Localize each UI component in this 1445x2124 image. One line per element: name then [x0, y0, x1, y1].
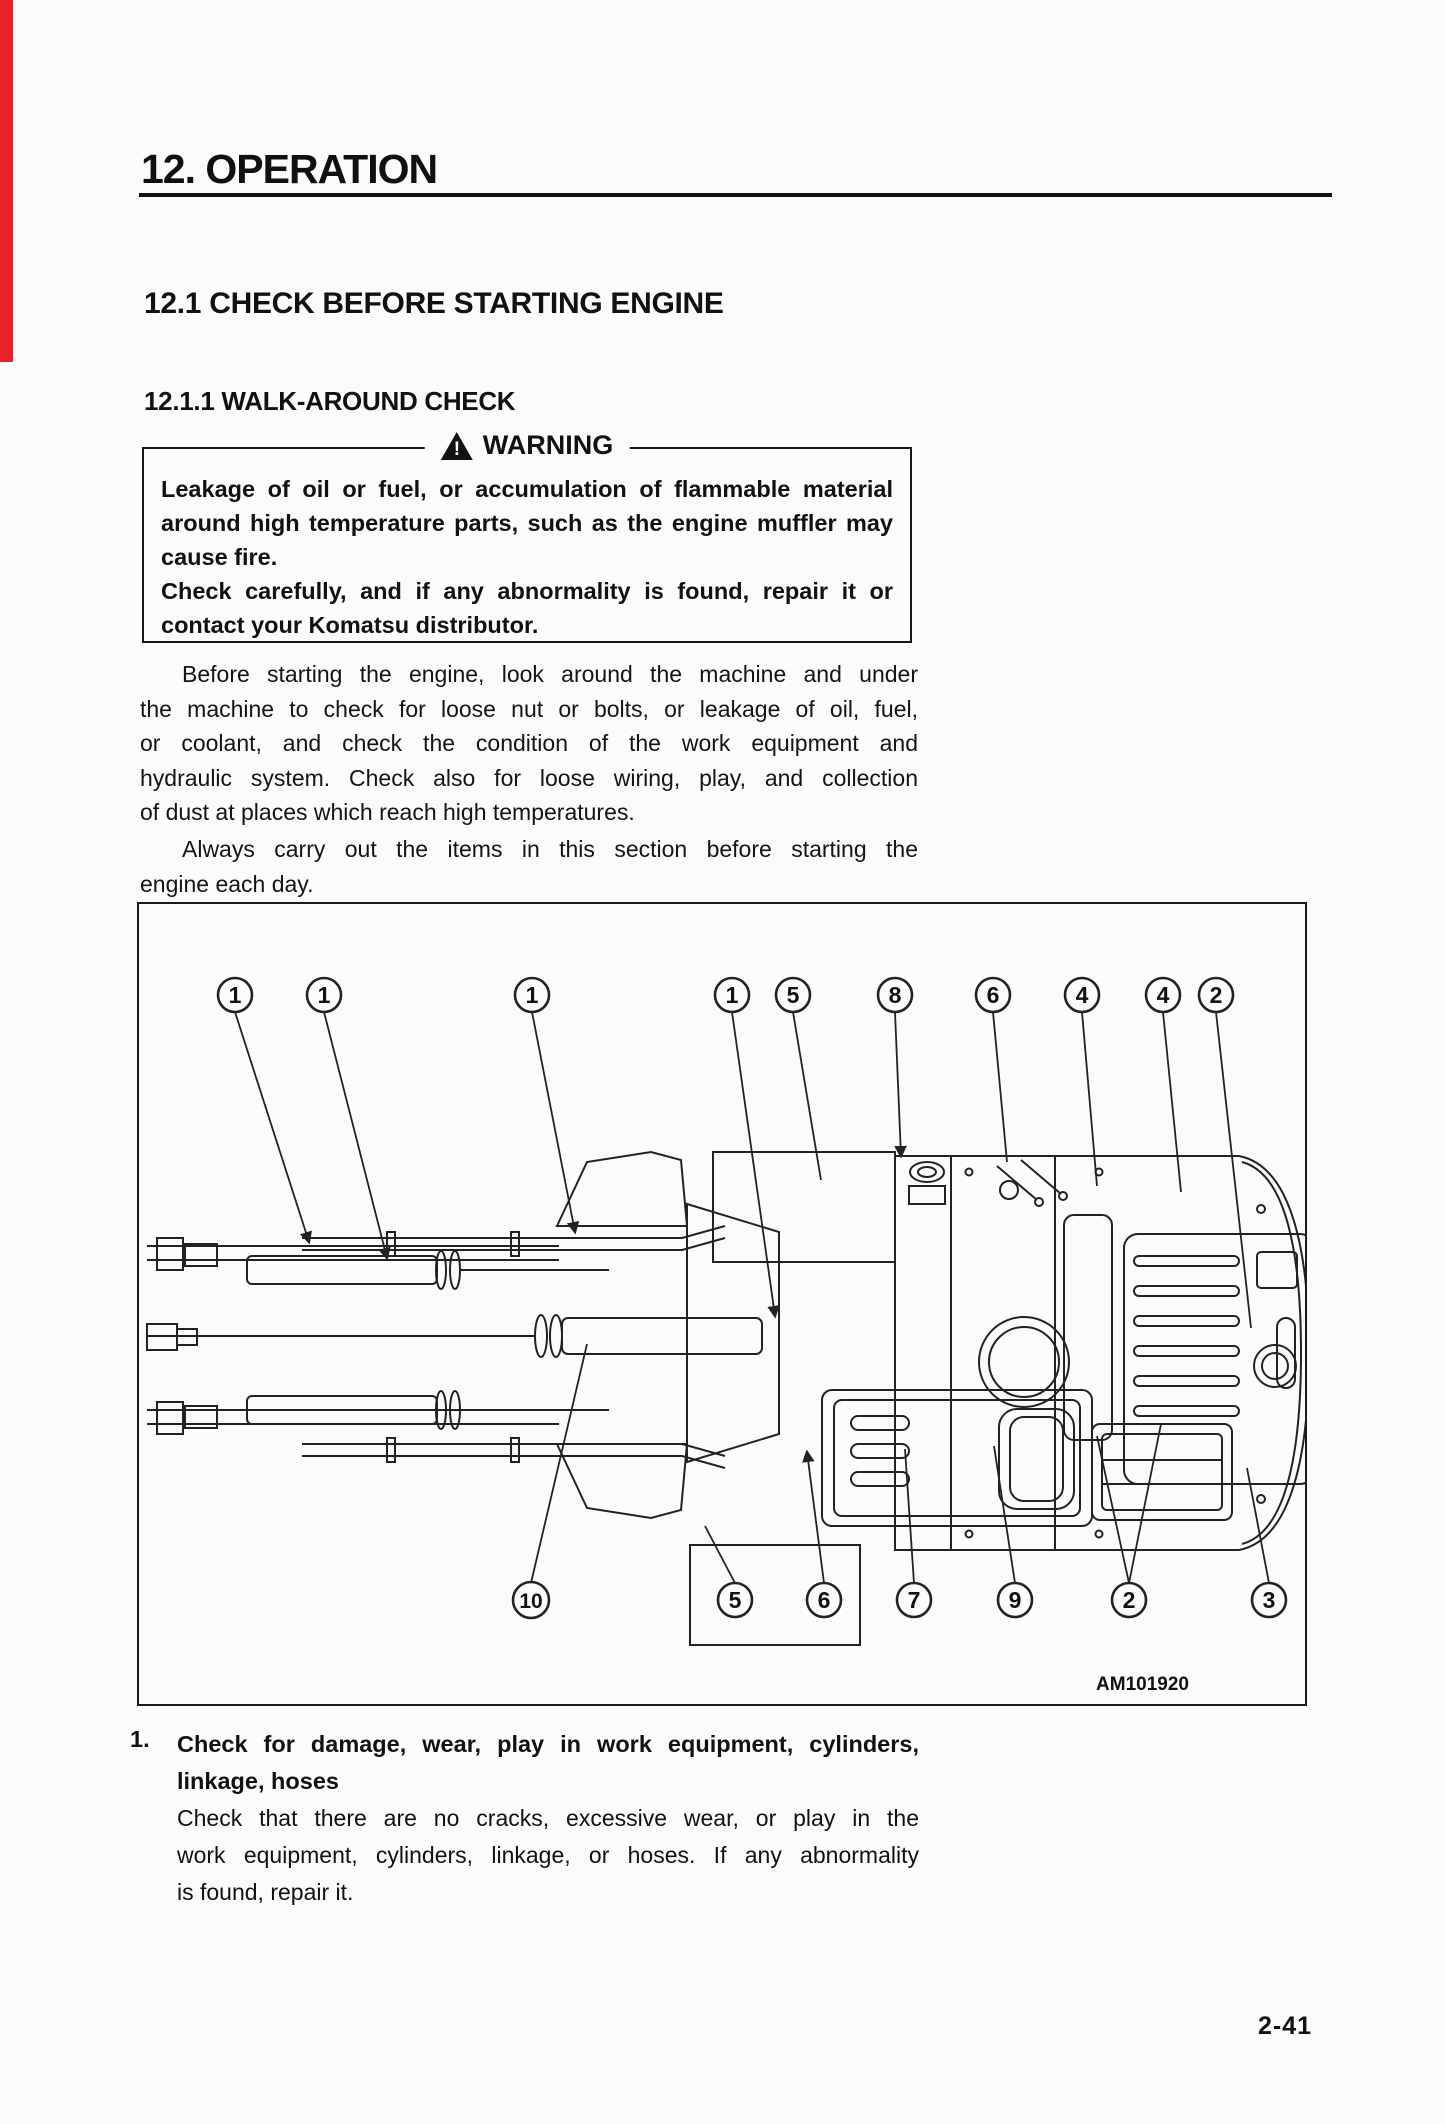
list-item-body-line: is found, repair it.: [177, 1879, 354, 1905]
list-item-title-line: Check for damage, wear, play in work equipment, cylinders,: [177, 1731, 919, 1757]
callout-number: 5: [786, 982, 800, 1008]
intro-paragraph-2: [140, 832, 918, 901]
callout-number: 3: [1262, 1587, 1276, 1613]
figure-frame: [137, 902, 1307, 1706]
paragraph-line: the machine to check for loose nut or bolts, or leakage of oil, fuel,: [140, 695, 918, 722]
warning-triangle-icon: !: [441, 432, 473, 460]
paragraph-line: hydraulic system. Check also for loose wiring, play, and collection: [140, 764, 918, 791]
warning-label-text: WARNING: [482, 430, 614, 460]
callout-number: 2: [1209, 982, 1223, 1008]
warning-line: contact your Komatsu distributor.: [161, 612, 539, 638]
list-item-title: [177, 1726, 919, 1800]
list-item-body-line: work equipment, cylinders, linkage, or hoses. If any abnormality: [177, 1842, 919, 1868]
warning-line: Leakage of oil or fuel, or accumulation of flammable material: [161, 476, 893, 502]
callout-number: 5: [728, 1587, 742, 1613]
figure-code: AM101920: [1096, 1674, 1189, 1695]
callout-number: 9: [1008, 1587, 1022, 1613]
paragraph-line: Always carry out the items in this section before starting the: [182, 836, 918, 862]
list-item-body: [177, 1800, 919, 1911]
section-heading: 12.1 CHECK BEFORE STARTING ENGINE: [144, 287, 724, 320]
callout-number: 4: [1156, 982, 1170, 1008]
warning-line: cause fire.: [161, 544, 278, 570]
callout-number: 8: [888, 982, 902, 1008]
list-item-body-line: Check that there are no cracks, excessive wear, or play in the: [177, 1805, 919, 1831]
warning-box: [142, 430, 912, 643]
callout-number: 6: [986, 982, 1000, 1008]
leader-lines: [235, 1012, 1269, 1583]
callout-number: 1: [525, 982, 539, 1008]
machine-body: [690, 1152, 1305, 1645]
warning-label: [425, 430, 630, 461]
callout-number: 10: [519, 1590, 543, 1613]
callouts-top: [218, 978, 1233, 1012]
intro-paragraph-1: [140, 657, 918, 830]
page-number: 2-41: [1258, 2012, 1313, 2040]
callout-number: 1: [228, 982, 242, 1008]
callout-number: 7: [907, 1587, 921, 1613]
list-item-number: 1.: [130, 1726, 150, 1752]
callout-number: 1: [725, 982, 739, 1008]
callout-number: 2: [1122, 1587, 1136, 1613]
paragraph-line: engine each day.: [140, 870, 314, 897]
section-edge-tab: [0, 0, 13, 362]
callout-number: 6: [817, 1587, 831, 1613]
warning-line: around high temperature parts, such as the engine muffler may: [161, 510, 893, 536]
paragraph-line: or coolant, and check the condition of the work equipment and: [140, 730, 918, 756]
paragraph-line: of dust at places which reach high temperatures.: [140, 799, 635, 825]
paragraph-line: Before starting the engine, look around the machine and under: [182, 661, 918, 687]
work-equipment-linkage: [147, 1152, 779, 1518]
warning-text: [144, 449, 910, 642]
chapter-title: 12. OPERATION: [141, 146, 438, 192]
callout-number: 1: [317, 982, 331, 1008]
callout-number: 4: [1075, 982, 1089, 1008]
warning-line: Check carefully, and if any abnormality is found, repair it or: [161, 578, 893, 604]
title-rule: [139, 193, 1332, 197]
subsection-heading: 12.1.1 WALK-AROUND CHECK: [144, 386, 516, 416]
callouts-bottom: [513, 1582, 1286, 1618]
list-item-title-line: linkage, hoses: [177, 1768, 339, 1794]
machine-top-view-diagram: [139, 904, 1305, 1704]
